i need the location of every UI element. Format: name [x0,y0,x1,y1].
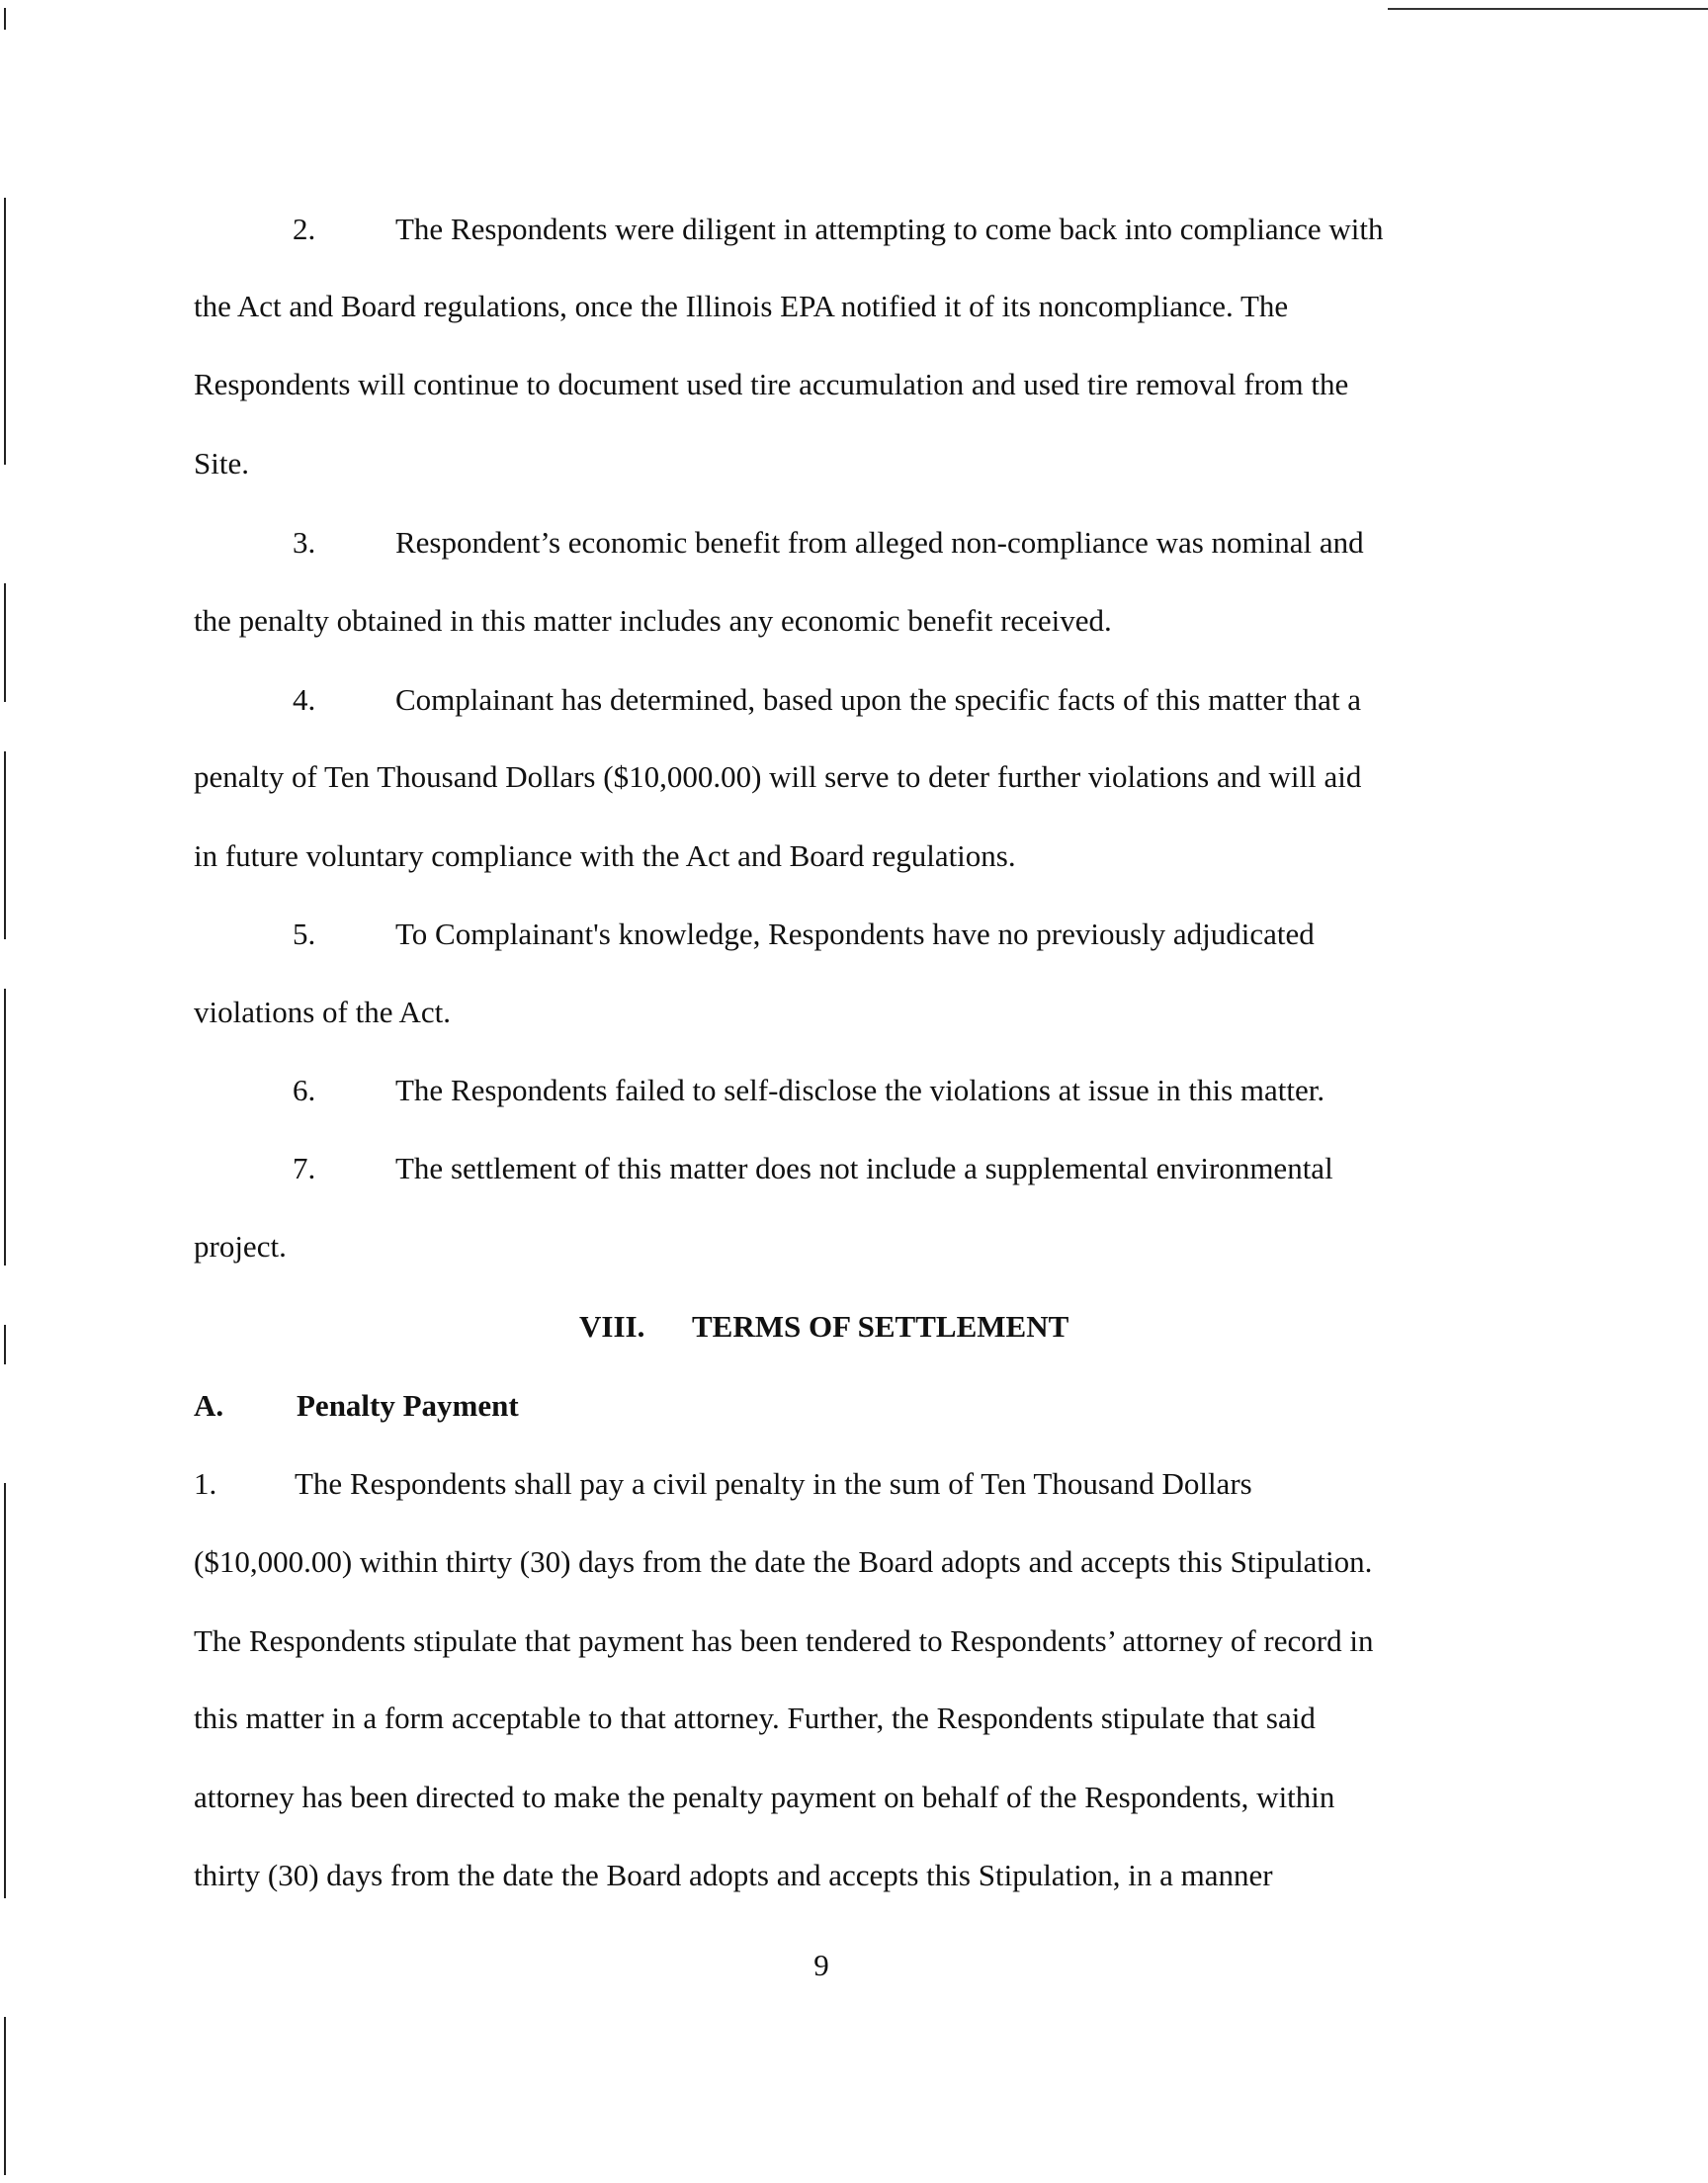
paragraph-number: 6. [293,1073,316,1107]
scan-edge-mark [4,989,6,1266]
scan-edge-mark [4,8,6,30]
paragraph-number: 2. [293,212,316,246]
subsection-title: Penalty Payment [297,1388,519,1423]
paragraph-line: To Complainant's knowledge, Respondents have no previously adjudicated [395,917,1315,951]
scan-edge-mark [4,583,6,702]
paragraph-line: the Act and Board regulations, once the Illinois EPA notified it of its noncompliance. The [194,289,1289,323]
paragraph-line: thirty (30) days from the date the Board adopts and accepts this Stipulation, in a manner [194,1858,1273,1892]
paragraph-line: Site. [194,446,249,480]
paragraph-number: 4. [293,682,316,717]
scan-edge-mark [4,751,6,939]
scan-top-rule [1388,8,1708,10]
paragraph-line: Respondents will continue to document used tire accumulation and used tire removal from the [194,367,1349,401]
scan-edge-mark [4,198,6,465]
paragraph-number: 7. [293,1151,316,1185]
paragraph-line: attorney has been directed to make the penalty payment on behalf of the Respondents, within [194,1780,1335,1814]
paragraph-line: The Respondents shall pay a civil penalty in the sum of Ten Thousand Dollars [295,1466,1252,1501]
paragraph-number: 3. [293,525,316,560]
paragraph-line: project. [194,1229,287,1264]
paragraph-line: Respondent’s economic benefit from alleged non-compliance was nominal and [395,525,1364,560]
paragraph-number: 5. [293,917,316,951]
paragraph-line: the penalty obtained in this matter includes any economic benefit received. [194,603,1112,638]
scan-edge-mark [4,1483,6,1898]
section-title: TERMS OF SETTLEMENT [692,1309,1069,1344]
paragraph-number: 1. [194,1466,217,1501]
section-number: VIII. [579,1309,645,1344]
scan-edge-mark [4,2017,6,2175]
paragraph-line: penalty of Ten Thousand Dollars ($10,000.00) will serve to deter further violations and will aid [194,759,1362,794]
paragraph-line: The Respondents were diligent in attempting to come back into compliance with [395,212,1384,246]
paragraph-line: this matter in a form acceptable to that attorney. Further, the Respondents stipulate that said [194,1701,1316,1735]
paragraph-line: The Respondents stipulate that payment has been tendered to Respondents’ attorney of record in [194,1623,1374,1658]
paragraph-line: Complainant has determined, based upon the specific facts of this matter that a [395,682,1362,717]
page-number: 9 [813,1948,829,1982]
paragraph-line: The settlement of this matter does not include a supplemental environmental [395,1151,1333,1185]
paragraph-line: The Respondents failed to self-disclose the violations at issue in this matter. [395,1073,1325,1107]
paragraph-line: in future voluntary compliance with the Act and Board regulations. [194,838,1016,873]
paragraph-line: violations of the Act. [194,995,452,1029]
paragraph-line: ($10,000.00) within thirty (30) days from the date the Board adopts and accepts this Stipulation. [194,1544,1373,1579]
scan-edge-mark [4,1325,6,1364]
subsection-letter: A. [194,1388,224,1423]
